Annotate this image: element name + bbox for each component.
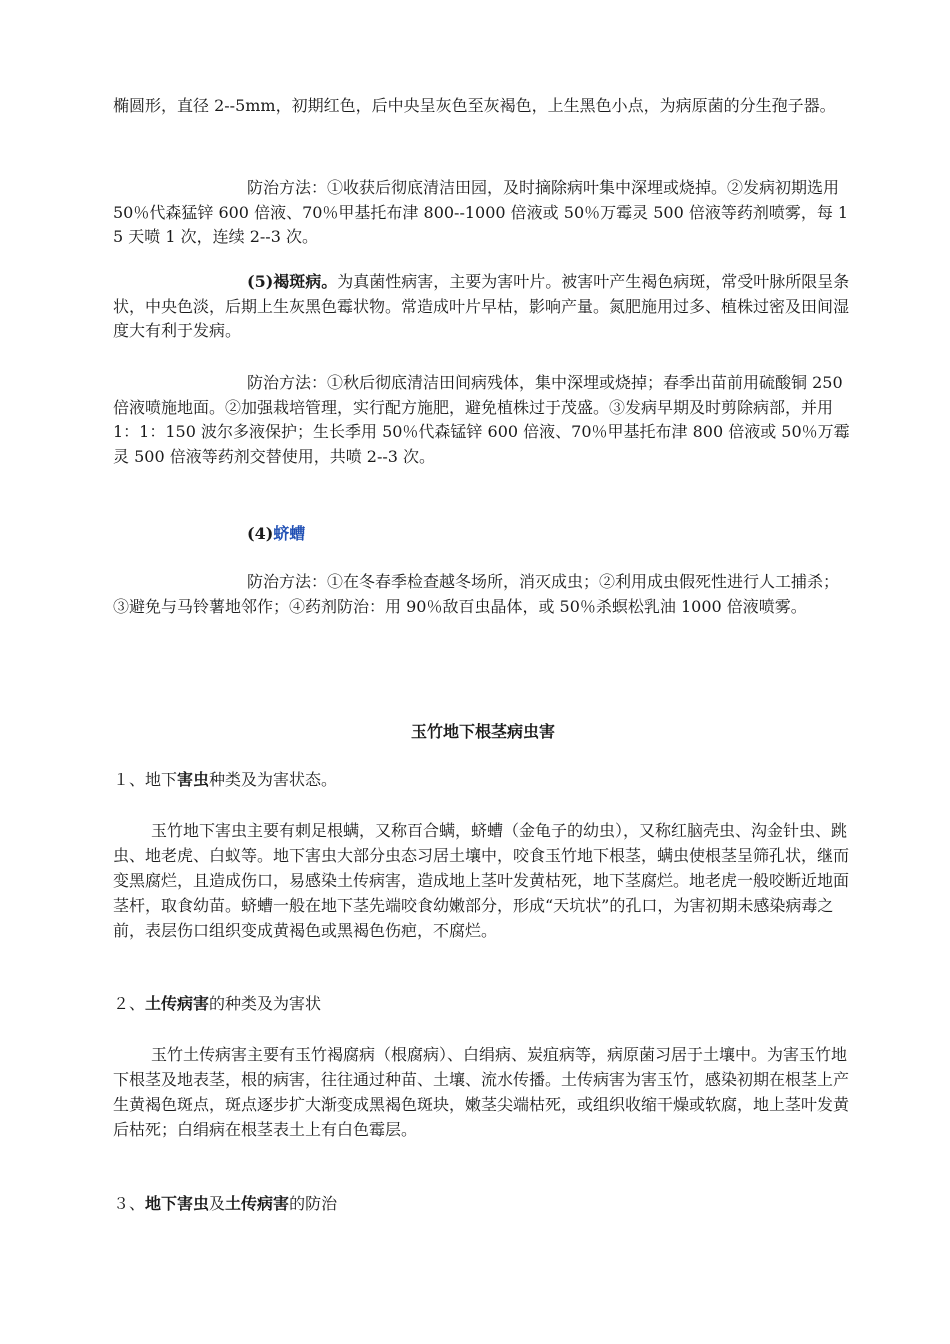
grub-heading — [113, 522, 853, 547]
subheading-1-rest: 种类及为害状态。 — [209, 770, 338, 789]
subheading-1-number: １、地下 — [113, 770, 178, 789]
paragraph-control-methods-2: 防治方法：①秋后彻底清洁田间病残体，集中深埋或烧掉；春季出苗前用硫酸铜 250 倍液喷施地面。②加强栽培管理，实行配方施肥，避免植株过于茂盛。③发病早期及时剪除病部，并用 1：1：150 波尔多液保护；生长季用 50％代森锰锌 600 倍液、70％甲基托布津 800 倍液或 50％万霉灵 500 倍液等药剂交替使用，共喷 2--3 次。 — [113, 373, 850, 466]
subheading-3-mid: 及 — [209, 1194, 226, 1213]
grub-heading-link[interactable]: 蛴螬 — [273, 524, 306, 543]
paragraph-spot-description: 椭圆形，直径 2--5mm，初期红色，后中央呈灰色至灰褐色，上生黑色小点，为病原菌的分生孢子器。 — [113, 96, 836, 115]
subheading-3 — [113, 1192, 853, 1217]
subheading-3-number: ３、 — [113, 1194, 146, 1213]
subheading-3-bold-2: 土传病害 — [225, 1194, 290, 1213]
subheading-3-rest: 的防治 — [289, 1194, 338, 1213]
subheading-2-rest: 的种类及为害状 — [209, 994, 322, 1013]
brown-spot-heading: (5)褐斑病。 — [247, 272, 338, 291]
grub-heading-number: (4) — [247, 524, 274, 543]
subheading-3-bold-1: 地下害虫 — [145, 1194, 210, 1213]
paragraph-control-methods-1: 防治方法：①收获后彻底清洁田园，及时摘除病叶集中深埋或烧掉。②发病初期选用 50％代森猛锌 600 倍液、70％甲基托布津 800--1000 倍液或 50％万霉灵 500 倍液等药剂喷雾，每 15 天喷 1 次，连续 2--3 次。 — [113, 178, 849, 246]
subheading-1-bold: 害虫 — [177, 770, 210, 789]
subheading-2-number: ２、 — [113, 994, 146, 1013]
paragraph-control-methods-3: 防治方法：①在冬春季检查越冬场所，消灭成虫；②利用成虫假死性进行人工捕杀；③避免与马铃薯地邻作；④药剂防治：用 90％敌百虫晶体，或 50％杀螟松乳油 1000 倍液喷雾。 — [113, 572, 840, 616]
paragraph-soil-borne-diseases: 玉竹土传病害主要有玉竹褐腐病（根腐病）、白绢病、炭疽病等，病原菌习居于土壤中。为害玉竹地下根茎及地表茎，根的病害，往往通过种苗、土壤、流水传播。土传病害为害玉竹，感染初期在根茎上产生黄褐色斑点，斑点逐步扩大渐变成黑褐色斑块，嫩茎尖端枯死，或组织收缩干燥或软腐，地上茎叶发黄后枯死；白绢病在根茎表土上有白色霉层。 — [113, 1045, 850, 1139]
subheading-1 — [113, 768, 853, 793]
subheading-2-bold: 土传病害 — [145, 994, 210, 1013]
paragraph-brown-spot — [113, 270, 853, 344]
paragraph-underground-pests: 玉竹地下害虫主要有刺足根螨，又称百合螨，蛴螬（金龟子的幼虫），又称红脑壳虫、沟金针虫、跳虫、地老虎、白蚁等。地下害虫大部分虫态习居土壤中，咬食玉竹地下根茎，螨虫使根茎呈筛孔状，继而变黑腐烂，且造成伤口，易感染土传病害，造成地上茎叶发黄枯死，地下茎腐烂。地老虎一般咬断近地面茎杆，取食幼苗。蛴螬一般在地下茎先端咬食幼嫩部分，形成“天坑状”的孔口，为害初期未感染病毒之前，表层伤口组织变成黄褐色或黑褐色伤疤，不腐烂。 — [113, 821, 850, 940]
brown-spot-body: 为真菌性病害，主要为害叶片。被害叶产生褐色病斑，常受叶脉所限呈条状，中央色淡，后期上生灰黑色霉状物。常造成叶片早枯，影响产量。氮肥施用过多、植株过密及田间湿度大有利于发病。 — [113, 272, 850, 340]
section-title: 玉竹地下根茎病虫害 — [410, 722, 555, 741]
subheading-2 — [113, 992, 853, 1017]
